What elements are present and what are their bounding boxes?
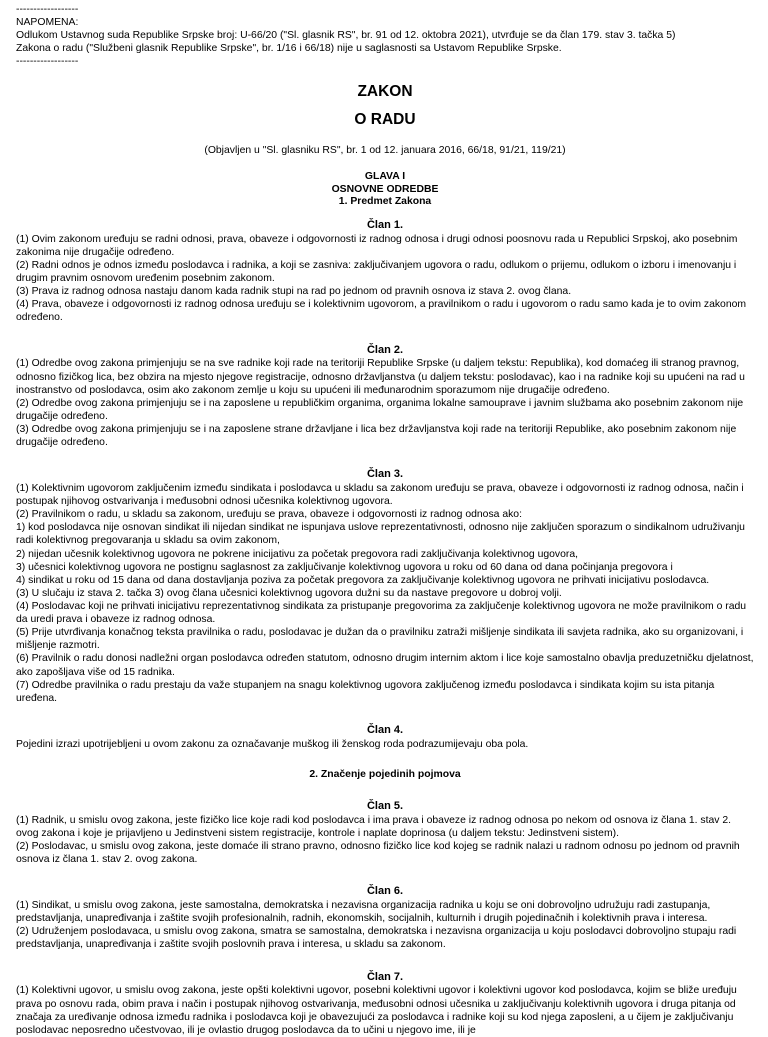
article-heading: Član 2.	[366, 343, 404, 356]
article-paragraph: 2) nijedan učesnik kolektivnog ugovora ne pokrene inicijativu za početak pregovora radi zaključivanja kolektivnog ugovora,	[16, 548, 579, 560]
document-subtitle: O RADU	[354, 111, 416, 129]
article-paragraph: (5) Prije utvrđivanja konačnog teksta pravilnika o radu, poslodavac je dužan da o pravilniku zatraži mišljenje sindikata ili savjeta radnika, ako su organizovani, i mišljenje razmotri.	[16, 627, 744, 652]
section-title: 1. Predmet Zakona	[338, 196, 432, 208]
article	[16, 344, 754, 450]
document-title: ZAKON	[357, 83, 413, 101]
chapter-number: GLAVA I	[364, 171, 406, 183]
article-paragraph: (1) Ovim zakonom uređuju se radni odnosi, prava, obaveze i odgovornosti iz radnog odnosa i drugi odnosi poosnovu rada u Republici Srpskoj, ako posebnim zakonima nije drugačije određeno.	[16, 233, 738, 258]
notice-text-line: Odlukom Ustavnog suda Republike Srpske broj: U-66/20 ("Sl. glasnik RS", br. 91 od 12. oktobra 2021), utvrđuje se da član 179. stav 3. tačka 5)	[16, 30, 676, 42]
notice-label: NAPOMENA:	[16, 17, 79, 28]
article-paragraph: 3) učesnici kolektivnog ugovora ne postignu saglasnost za zaključivanje kolektivnog ugovora u roku od 60 dana od dana počinjanja pregovora i	[16, 561, 673, 573]
notice-text-line: Zakona o radu ("Službeni glasnik Republike Srpske", br. 1/16 i 66/18) nije u saglasnosti sa Ustavom Republike Srpske.	[16, 43, 562, 55]
article-paragraph: 1) kod poslodavca nije osnovan sindikat ili nijedan sindikat ne ispunjava uslove reprezentativnosti, odnosno nije zaključen sporazum o sindikalnom udruživanju radi kolektivnog pregovaranja u skladu sa ovim zakonom,	[16, 522, 745, 547]
article	[16, 468, 754, 705]
article-paragraph: (1) Kolektivnim ugovorom zaključenim između sindikata i poslodavca u skladu sa zakonom uređuju se prava, obaveze i odgovornosti iz radnog odnosa, način i postupak njihovog ostvarivanja i međusobni odnosi učesnika kolektivnog ugovora.	[16, 483, 744, 508]
article-paragraph: (1) Odredbe ovog zakona primjenjuju se na sve radnike koji rade na teritoriji Republike Srpske (u daljem tekstu: Republika), kod domaćeg ili stranog pravnog, odnosno fizičkog lica, bez obzira na mjesto njegove registracije, odnosno državljanstva (u daljem tekstu: poslodavac), kao i na radnike koji su upućeni na rad u inostranstvo od poslodavca, osim ako zakonom zemlje u koju su upućeni ili međunarodnim sporazumom nije drugačije određeno.	[16, 358, 745, 396]
article-paragraph: (4) Poslodavac koji ne prihvati inicijativu reprezentativnog sindikata za pristupanje pregovorima za zaključenje kolektivnog ugovora ne može pravilnikom o radu da uredi prava i obaveze iz radnog odnosa.	[16, 601, 747, 626]
article-heading: Član 3.	[366, 468, 404, 481]
article-paragraph: Pojedini izrazi upotrijebljeni u ovom zakonu za označavanje muškog ili ženskog roda podrazumijevaju oba pola.	[16, 738, 529, 750]
article-paragraph: (6) Pravilnik o radu donosi nadležni organ poslodavca određen statutom, odnosno drugim internim aktom i lice koje samostalno obavlja preduzetničku djelatnost, ako zapošljava više od 15 radnika.	[16, 653, 754, 678]
article	[16, 219, 754, 325]
article	[16, 724, 754, 751]
article	[16, 885, 754, 951]
article-paragraph: (2) Poslodavac, u smislu ovog zakona, jeste domaće ili strano pravno, odnosno fizičko lice kod kojeg se radnik nalazi u radnom odnosu po jednom od pravnih osnova iz člana 1. stav 2. ovog zakona.	[16, 841, 740, 866]
publication-note: (Objavljen u "Sl. glasniku RS", br. 1 od 12. januara 2016, 66/18, 91/21, 119/21)	[204, 145, 566, 157]
article	[16, 971, 754, 1037]
article-paragraph: (1) Sindikat, u smislu ovog zakona, jeste samostalna, demokratska i nezavisna organizacija radnika u koju se oni dobrovoljno udružuju radi zastupanja, predstavljanja, unapređivanja i zaštite svojih profesionalnih, radnih, ekonomskih, socijalnih, kulturnih i drugih pojedinačnih i kolektivnih prava i interesa.	[16, 900, 711, 925]
article-paragraph: (2) Pravilnikom o radu, u skladu sa zakonom, uređuju se prava, obaveze i odgovornosti iz radnog odnosa ako:	[16, 509, 522, 521]
article-heading: Član 7.	[366, 970, 404, 983]
article-paragraph: (3) U slučaju iz stava 2. tačka 3) ovog člana učesnici kolektivnog ugovora dužni su da nastave pregovore u dobroj volji.	[16, 587, 562, 599]
article-paragraph: (2) Radni odnos je odnos između poslodavca i radnika, a koji se zasniva: zaključivanjem ugovora o radu, odlukom o prijemu, odlukom o izboru i imenovanju i drugim pravnim osnovom uređenim posebnim zakonom.	[16, 260, 737, 285]
section-title: 2. Značenje pojedinih pojmova	[309, 768, 461, 780]
separator-line: ------------------	[16, 56, 79, 68]
article	[16, 800, 754, 866]
chapter-title: OSNOVNE ODREDBE	[331, 183, 439, 195]
article-paragraph: (1) Kolektivni ugovor, u smislu ovog zakona, jeste opšti kolektivni ugovor, posebni kolektivni ugovor i kolektivni ugovor kod poslodavca, kojim se bliže uređuju prava po osnovu rada, obim prava i način i postupak njihovog ostvarivanja, međusobni odnosi učesnika u zaključivanju kolektivnih ugovora i druga pitanja od značaja za uređivanje odnosa između radnika i poslodavca koji je obavezujući za poslodavca i radnike koji su kod njega zaposleni, a u čijem je zaključivanju poslodavac neposredno učestvovao, ili je ovlastio drugog poslodavca da to učini u njegovo ime, ili je	[16, 985, 737, 1036]
article-paragraph: (4) Prava, obaveze i odgovornosti iz radnog odnosa uređuju se i kolektivnim ugovorom, a pravilnikom o radu i ugovorom o radu samo kada je to ovim zakonom određeno.	[16, 299, 747, 324]
notice-block	[16, 3, 754, 68]
article-paragraph: (2) Udruženjem poslodavaca, u smislu ovog zakona, smatra se samostalna, demokratska i nezavisna organizacija u koju poslodavci dobrovoljno stupaju radi predstavljanja, unapređivanja i zaštite svojih poslovnih prava i interesa, u skladu sa zakonom.	[16, 926, 737, 951]
article-paragraph: (7) Odredbe pravilnika o radu prestaju da važe stupanjem na snagu kolektivnog ugovora zaključenog između poslodavca i sindikata kojim su ista pitanja uređena.	[16, 679, 715, 704]
article-heading: Član 1.	[366, 218, 404, 231]
separator-line: ------------------	[16, 4, 79, 15]
article-paragraph: (1) Radnik, u smislu ovog zakona, jeste fizičko lice koje radi kod poslodavca i ima prava i obaveze iz radnog odnosa po nekom od osnova iz člana 1. stav 2. ovog zakona i koje je prijavljeno u Jedinstveni sistem registracije, kontrole i naplate doprinosa (u daljem tekstu: Jedinstveni sistem).	[16, 814, 732, 839]
article-paragraph: (2) Odredbe ovog zakona primjenjuju se i na zaposlene u republičkim organima, organima lokalne samouprave i javnim službama ako posebnim zakonom nije drugačije određeno.	[16, 397, 744, 422]
article-paragraph: (3) Odredbe ovog zakona primjenjuju se i na zaposlene strane državljane i lica bez državljanstva koji rade na teritoriji Republike, ako posebnim zakonom nije drugačije određeno.	[16, 423, 737, 449]
article-heading: Član 5.	[366, 799, 404, 812]
article-paragraph: 4) sindikat u roku od 15 dana od dana dostavljanja poziva za početak pregovora za zaključivanje kolektivnog ugovora ne prihvati inicijativu poslodavca.	[16, 574, 710, 586]
article-paragraph: (3) Prava iz radnog odnosa nastaju danom kada radnik stupi na rad po jednom od pravnih osnova iz stava 2. ovog člana.	[16, 286, 572, 298]
chapter-heading	[16, 171, 754, 209]
article-heading: Član 6.	[366, 885, 404, 898]
article-heading: Član 4.	[366, 723, 404, 736]
